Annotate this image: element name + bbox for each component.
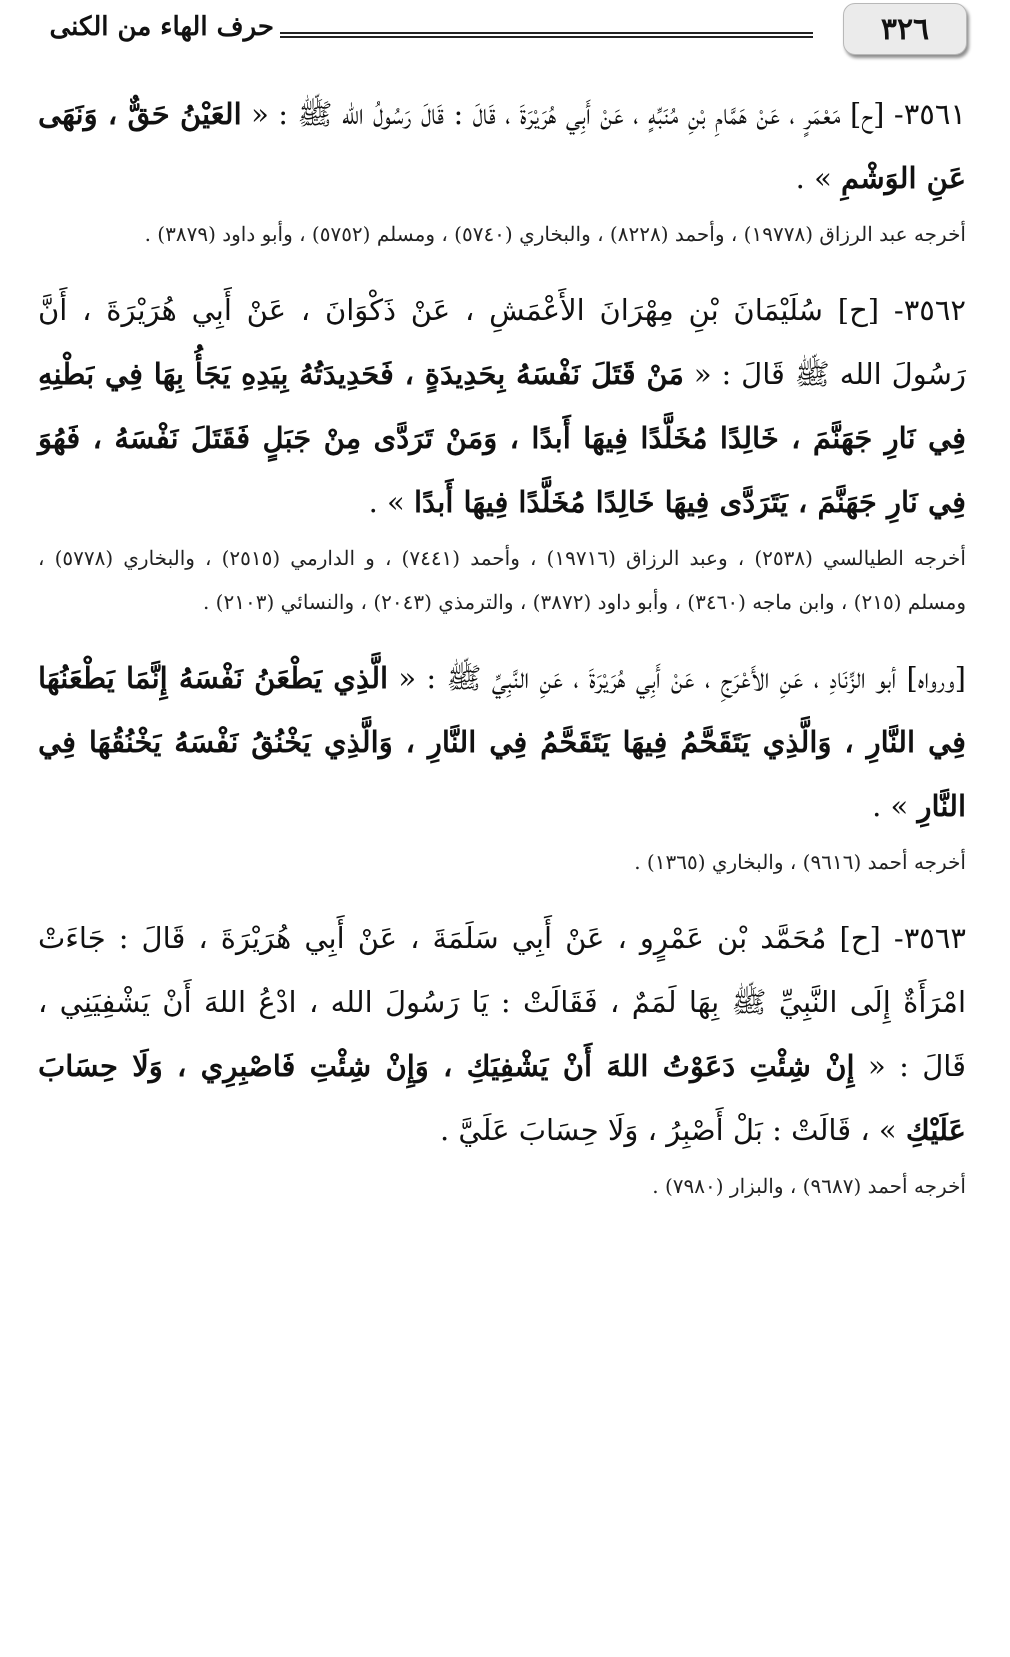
hadith-matn: الَّذِي يَطْعَنُ نَفْسَهُ إِنَّمَا يَطْعَنُهَا فِي النَّارِ ، وَالَّذِي يَتَقَحَّمُ فِيهَا يَتَقَحَّمُ فِي النَّارِ ، وَالَّذِي يَخْنُقُ نَفْسَهُ يَخْنُقُهَا فِي النَّارِ xyxy=(38,661,966,823)
hadith-isnad: ٣٥٦٢- [ح] سُلَيْمَانَ بْنِ مِهْرَانَ الأَعْمَشِ ، عَنْ ذَكْوَانَ ، عَنْ أَبِي هُرَيْرَةَ ، أَنَّ رَسُولَ الله ﷺ قَالَ : « xyxy=(38,293,966,391)
hadith-isnad: [ورواه] أبو الزِّنَادِ ، عَنِ الأَعْرَجِ ، عَنْ أَبِي هُرَيْرَةَ ، عَنِ النَّبِيِّ ﷺ : « xyxy=(388,661,966,695)
takhrij-3562-riwaya: أخرجه أحمد (٩٦١٦) ، والبخاري (١٣٦٥) . xyxy=(634,850,966,874)
hadith-3561 xyxy=(38,82,966,210)
page-body xyxy=(38,82,966,1230)
takhrij-3561: أخرجه عبد الرزاق (١٩٧٧٨) ، وأحمد (٨٢٢٨) ، والبخاري (٥٧٤٠) ، ومسلم (٥٧٥٢) ، وأبو داود (٣٨٧٩) . xyxy=(144,222,966,246)
hadith-closing: » . xyxy=(872,789,918,823)
takhrij-3562: أخرجه الطيالسي (٢٥٣٨) ، وعبد الرزاق (١٩٧١٦) ، وأحمد (٧٤٤١) ، و الدارمي (٢٥١٥) ، والبخاري (٥٧٧٨) ، ومسلم (٢١٥) ، وابن ماجه (٣٤٦٠) ، وأبو داود (٣٨٧٢) ، والترمذي (٢٠٤٣) ، والنسائي (٢١٠٣) . xyxy=(38,546,966,614)
hadith-matn: إِنْ شِئْتِ دَعَوْتُ اللهَ أَنْ يَشْفِيَكِ ، وَإِنْ شِئْتِ فَاصْبِرِي ، وَلَا حِسَابَ عَلَيْكِ xyxy=(38,1049,966,1147)
hadith-closing: » . xyxy=(795,161,842,195)
hadith-3562 xyxy=(38,278,966,534)
hadith-matn: مَنْ قَتَلَ نَفْسَهُ بِحَدِيدَةٍ ، فَحَدِيدَتُهُ بِيَدِهِ يَجَأُ بِهَا فِي بَطْنِهِ فِي نَارِ جَهَنَّمَ ، خَالِدًا مُخَلَّدًا فِيهَا أَبدًا ، وَمَنْ تَرَدَّى مِنْ جَبَلٍ فَقَتَلَ نَفْسَهُ ، فَهُوَ فِي نَارِ جَهَنَّمَ ، يَتَرَدَّى فِيهَا خَالِدًا مُخَلَّدًا فِيهَا أَبدًا xyxy=(38,357,966,519)
hadith-matn: العَيْنُ حَقٌّ ، وَنَهَى عَنِ الوَشْمِ xyxy=(38,97,966,195)
hadith-isnad: ٣٥٦١- [ح] مَعْمَرٍ ، عَنْ هَمَّامِ بْنِ مُنَبِّهٍ ، عَنْ أَبِي هُرَيْرَةَ ، قَالَ : قَالَ رَسُولُ الله ﷺ : « xyxy=(241,97,966,131)
takhrij-3563: أخرجه أحمد (٩٦٨٧) ، والبزار (٧٩٨٠) . xyxy=(652,1174,966,1198)
hadith-3563 xyxy=(38,906,966,1162)
hadith-closing: » . xyxy=(368,485,414,519)
hadith-closing: » ، قَالَتْ : بَلْ أَصْبِرُ ، وَلَا حِسَابَ عَلَيَّ . xyxy=(440,1113,906,1147)
header-rule xyxy=(280,32,813,38)
page-number: ٣٢٦ xyxy=(843,3,967,55)
hadith-isnad: ٣٥٦٣- [ح] مُحَمَّد بْن عَمْرٍو ، عَنْ أَبِي سَلَمَةَ ، عَنْ أَبِي هُرَيْرَةَ ، قَالَ : جَاءَتْ امْرَأَةٌ إِلَى النَّبِيِّ ﷺ بِهَا لَمَمٌ ، فَقَالَتْ : يَا رَسُولَ الله ، ادْعُ اللهَ أَنْ يَشْفِيَنِي ، قَالَ : « xyxy=(38,921,967,1083)
chapter-title: حرف الهاء من الكنى xyxy=(49,12,274,42)
hadith-3562-riwaya xyxy=(38,646,966,838)
page-header xyxy=(0,0,1010,72)
